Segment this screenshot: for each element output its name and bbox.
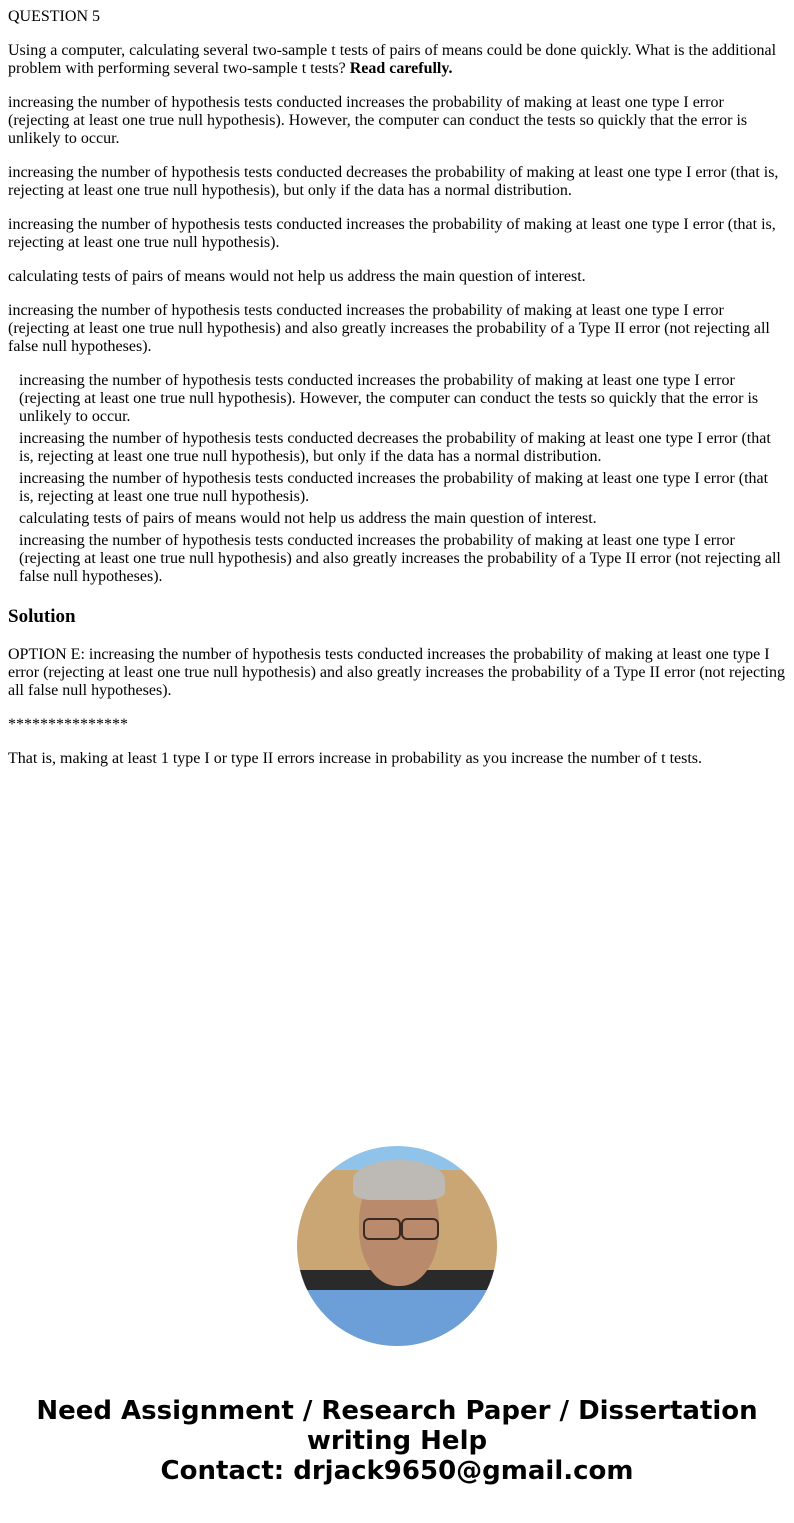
footer-contact: Contact: drjack9650@gmail.com — [160, 1456, 634, 1486]
option-list — [19, 372, 786, 586]
footer-line1: Need Assignment / Research Paper / Dissertation writing Help — [36, 1396, 758, 1456]
solution-heading: Solution — [8, 606, 76, 627]
option-item: increasing the number of hypothesis tests conducted increases the probability of making at least one type I error (rejecting at least one true null hypothesis). However, the computer can conduct the tests so quickly that the error is unlikely to occur. — [19, 372, 759, 425]
option-paragraph: increasing the number of hypothesis tests conducted increases the probability of making at least one type I error (rejecting at least one true null hypothesis). However, the computer can conduct the tests so quickly that the error is unlikely to occur. — [8, 94, 748, 147]
solution-answer: OPTION E: increasing the number of hypothesis tests conducted increases the probability of making at least one type I error (rejecting at least one true null hypothesis) and also greatly increases the probability of a Type II error (not rejecting all false null hypotheses). — [8, 646, 785, 699]
question-title: QUESTION 5 — [8, 8, 100, 25]
option-paragraph: increasing the number of hypothesis tests conducted decreases the probability of making at least one type I error (that is, rejecting at least one true null hypothesis), but only if the data has a normal distribution. — [8, 164, 779, 199]
separator: *************** — [8, 716, 128, 733]
glasses-left — [363, 1218, 401, 1240]
author-photo — [297, 1146, 497, 1346]
question-prompt — [8, 42, 786, 78]
option-item: increasing the number of hypothesis tests conducted increases the probability of making at least one type I error (rejecting at least one true null hypothesis) and also greatly increases the probability of a Type II error (not rejecting all false null hypotheses). — [19, 532, 781, 585]
option-paragraph: increasing the number of hypothesis tests conducted increases the probability of making at least one type I error (rejecting at least one true null hypothesis) and also greatly increases the probability of a Type II error (not rejecting all false null hypotheses). — [8, 302, 770, 355]
prompt-text: Using a computer, calculating several two-sample t tests of pairs of means could be done quickly. What is the additional problem with performing several two-sample t tests? — [8, 42, 777, 77]
footer-banner — [8, 1396, 786, 1486]
hair — [353, 1160, 445, 1200]
glasses-right — [401, 1218, 439, 1240]
option-item: increasing the number of hypothesis tests conducted increases the probability of making at least one type I error (that is, rejecting at least one true null hypothesis). — [19, 470, 769, 505]
option-item: increasing the number of hypothesis tests conducted decreases the probability of making at least one type I error (that is, rejecting at least one true null hypothesis), but only if the data has a normal distribution. — [19, 430, 771, 465]
option-paragraph: calculating tests of pairs of means would not help us address the main question of interest. — [8, 268, 586, 285]
solution-explanation: That is, making at least 1 type I or type II errors increase in probability as you increase the number of t tests. — [8, 750, 703, 767]
option-paragraph: increasing the number of hypothesis tests conducted increases the probability of making at least one type I error (that is, rejecting at least one true null hypothesis). — [8, 216, 776, 251]
option-item: calculating tests of pairs of means would not help us address the main question of interest. — [19, 510, 597, 527]
prompt-emphasis: Read carefully. — [349, 60, 453, 77]
